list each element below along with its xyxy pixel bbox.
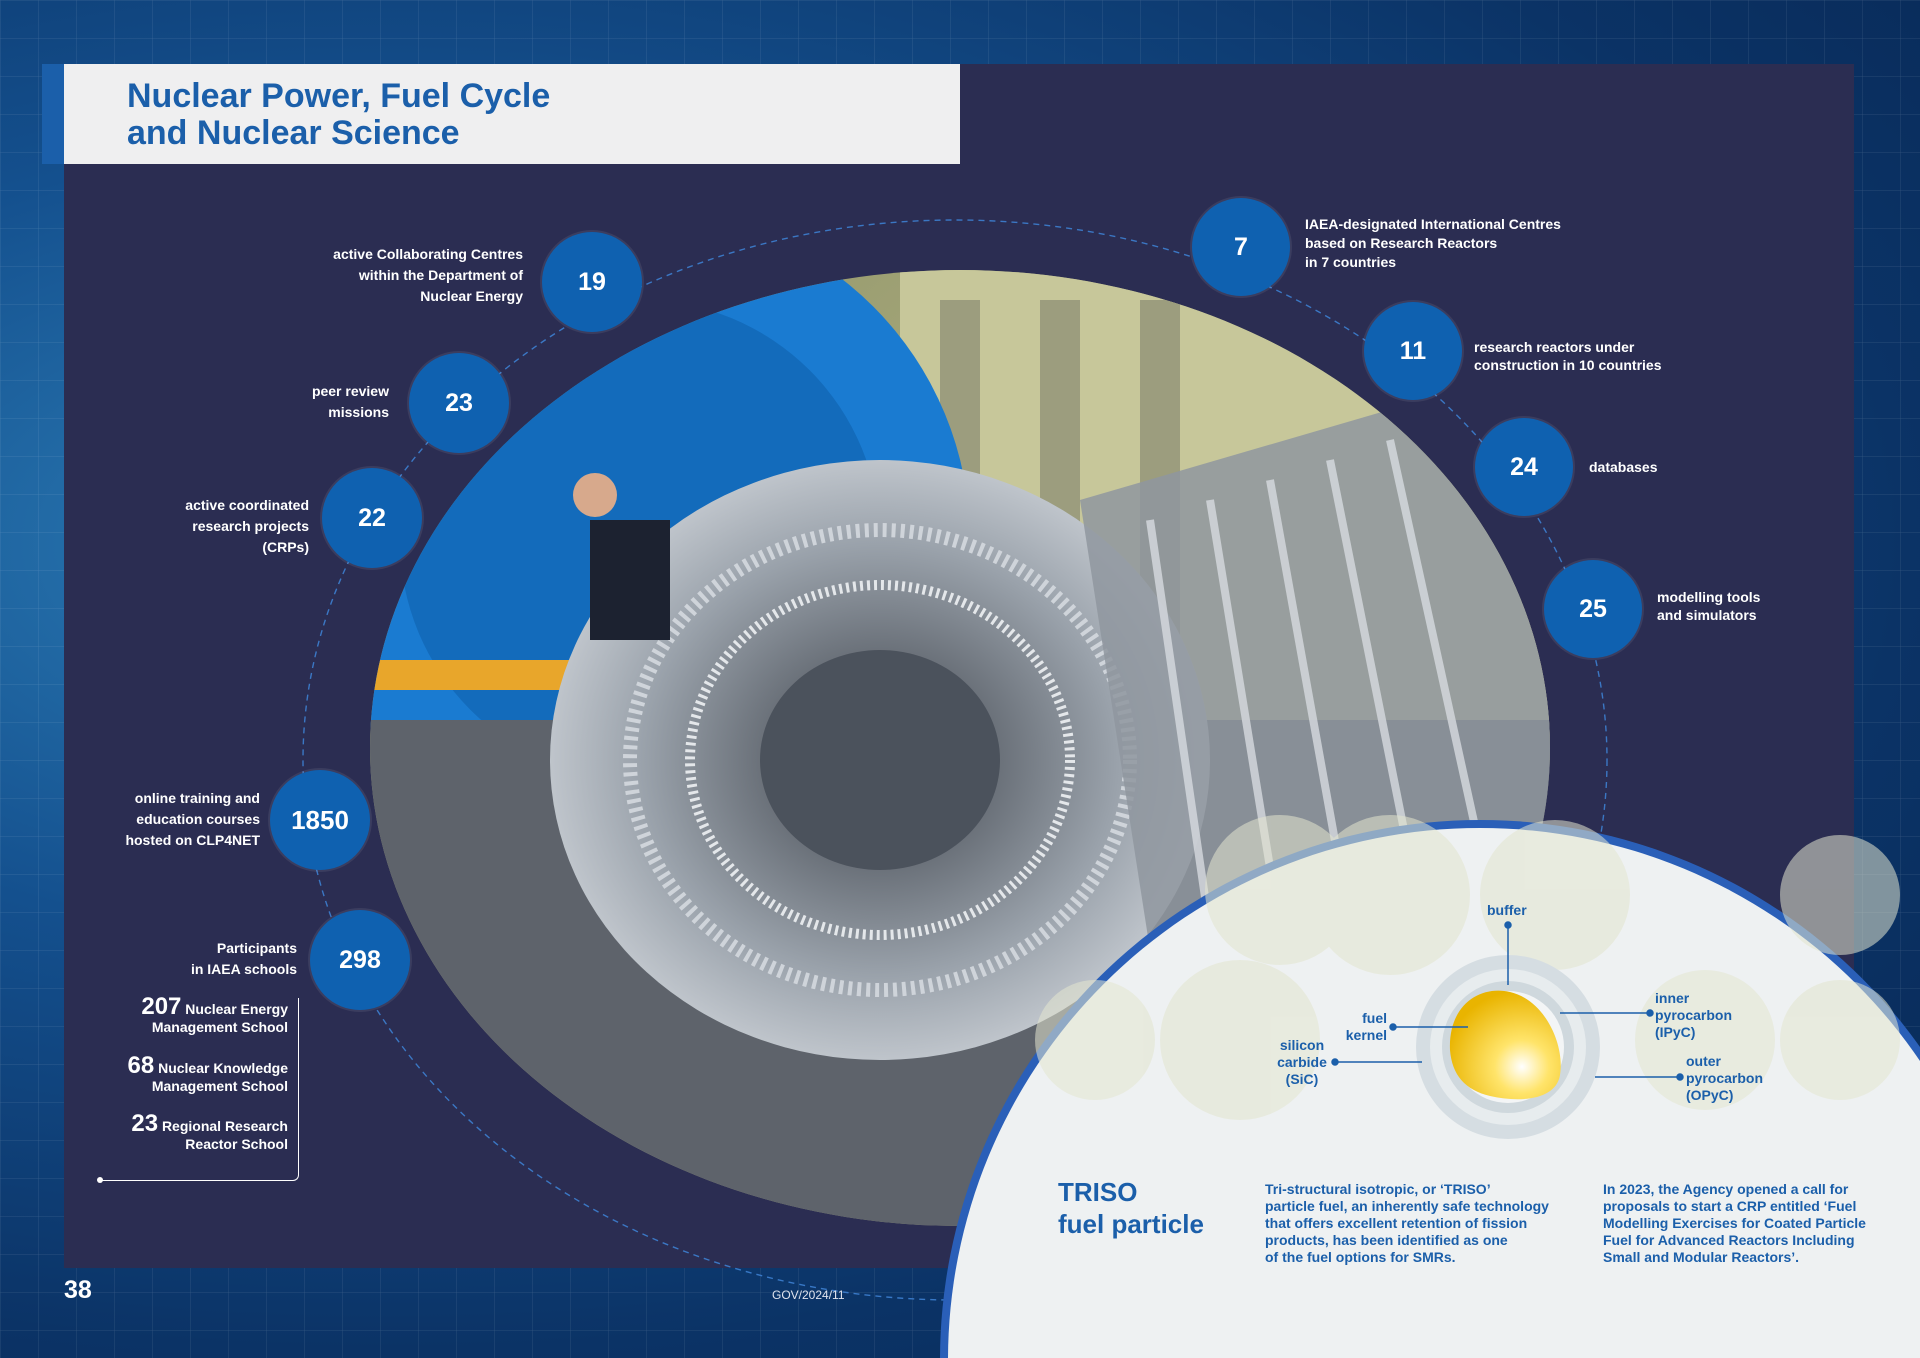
stat-label-modelling-tools: modelling tools and simulators bbox=[1657, 589, 1761, 623]
school-count: 207 bbox=[141, 993, 182, 1020]
stat-label-research-reactors: research reactors under construction in 10 countries bbox=[1474, 339, 1662, 373]
school-item bbox=[131, 1110, 288, 1153]
stat-label-crps: active coordinated research projects (CRPs) bbox=[185, 497, 309, 555]
stat-circle-online-courses: 1850 bbox=[270, 770, 370, 870]
stat-circle-modelling-tools: 25 bbox=[1544, 560, 1642, 658]
stat-label-peer-review: peer review missions bbox=[311, 383, 389, 420]
school-name-line2: Reactor School bbox=[185, 1136, 288, 1152]
stat-circle-crps: 22 bbox=[322, 468, 422, 568]
triso-crp-note: In 2023, the Agency opened a call for proposals to start a CRP entitled ‘Fuel Modelling Exercises for Coated Particle Fuel for Advanced Reactors Including Small and Modular Reactors’. bbox=[1603, 1181, 1866, 1265]
triso-label-inner-pyrocarbon: inner pyrocarbon (IPyC) bbox=[1655, 990, 1733, 1040]
stat-circle-international-centres: 7 bbox=[1192, 198, 1290, 296]
triso-description: Tri-structural isotropic, or ‘TRISO’ particle fuel, an inherently safe technology that offers excellent retention of fission products, has been identified as one of the fuel options for SMRs. bbox=[1265, 1181, 1549, 1265]
school-name: Nuclear Knowledge bbox=[158, 1060, 288, 1076]
stat-circle-participants: 298 bbox=[310, 910, 410, 1010]
school-count: 23 bbox=[131, 1110, 159, 1137]
school-name: Regional Research bbox=[161, 1118, 288, 1134]
stat-circle-peer-review: 23 bbox=[409, 353, 509, 453]
stat-label-online-courses: online training and education courses hosted on CLP4NET bbox=[125, 790, 260, 848]
stat-circle-research-reactors: 11 bbox=[1364, 302, 1462, 400]
school-count: 68 bbox=[127, 1052, 155, 1079]
triso-label-silicon-carbide: silicon carbide (SiC) bbox=[1277, 1037, 1327, 1087]
stat-label-collaborating-centres: active Collaborating Centres within the Department of Nuclear Energy bbox=[333, 246, 523, 304]
triso-label-buffer: buffer bbox=[1487, 902, 1527, 918]
school-item bbox=[141, 993, 288, 1036]
document-reference: GOV/2024/11 bbox=[772, 1288, 845, 1302]
triso-label-fuel-kernel: fuel kernel bbox=[1345, 1010, 1387, 1043]
triso-label-outer-pyrocarbon: outer pyrocarbon (OPyC) bbox=[1686, 1053, 1764, 1103]
stat-label-databases: databases bbox=[1589, 459, 1658, 475]
stat-circle-collaborating-centres: 19 bbox=[542, 232, 642, 332]
school-name: Nuclear Energy bbox=[185, 1001, 288, 1017]
school-name-line2: Management School bbox=[151, 1019, 288, 1035]
school-name-line2: Management School bbox=[151, 1078, 288, 1094]
stat-label-international-centres: IAEA-designated International Centres based on Research Reactors in 7 countries bbox=[1305, 216, 1561, 270]
stat-circle-databases: 24 bbox=[1475, 418, 1573, 516]
page-title: Nuclear Power, Fuel Cycle and Nuclear Science bbox=[127, 77, 551, 152]
school-item bbox=[127, 1052, 288, 1095]
page-number: 38 bbox=[64, 1276, 92, 1304]
triso-title: TRISO fuel particle bbox=[1058, 1177, 1204, 1239]
stat-label-participants: Participants in IAEA schools bbox=[190, 940, 297, 977]
